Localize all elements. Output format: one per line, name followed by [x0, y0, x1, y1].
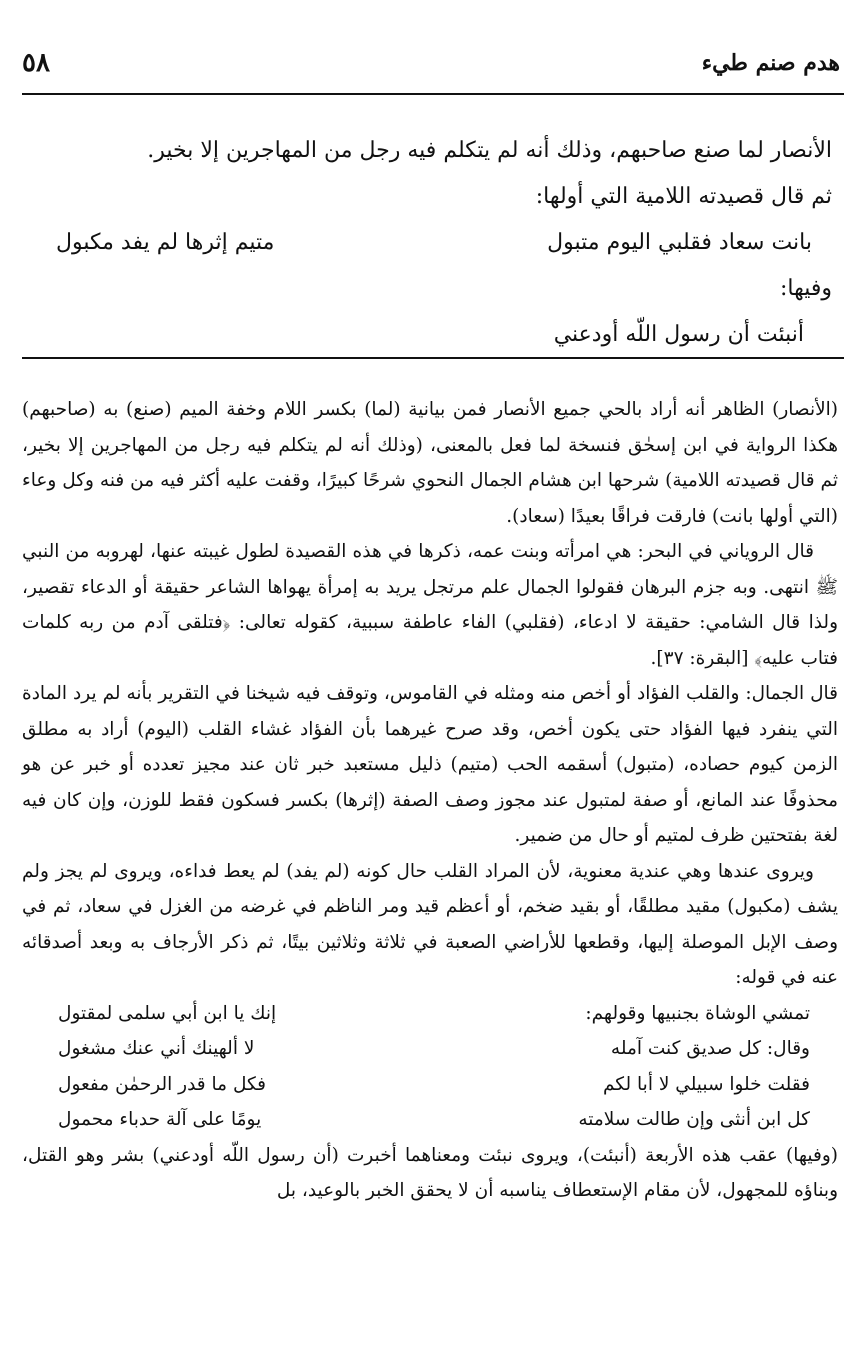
- running-title: هدم صنم طيء: [701, 50, 840, 76]
- header-rule: [22, 93, 844, 95]
- commentary-paragraph: (الأنصار) الظاهر أنه أراد بالحي جميع الأنصار فمن بيانية (لما) بكسر اللام وخفة الميم (صنع) به (صاحبهم) هكذا الرواية في ابن إسحٰق فنسخة لما فعل بالمعنى، (وذلك أنه لم يتكلم فيه رجل من المهاجرين إلا بخير، ثم قال قصيدته اللامية) شرحها ابن هشام الجمال النحوي شرحًا كبيرًا، وقفت عليه أكثر فيه من فنه وكل وعاء (التي أولها بانت) فارقت فراقًا بعيدًا (سعاد).: [22, 399, 838, 527]
- poem-block: [58, 996, 810, 1138]
- poem-hemistich-second: يومًا على آلة حدباء محمول: [58, 1109, 262, 1130]
- poem-hemistich-second: فكل ما قدر الرحمٰن مفعول: [58, 1073, 267, 1095]
- poem-line: [58, 1067, 810, 1103]
- verse-hemistich-first: بانت سعاد فقلبي اليوم متبول: [547, 230, 812, 255]
- commentary-paragraph: قال الروياني في البحر: هي امرأته وبنت عمه، ذكرها في هذه القصيدة لطول غيبته عنها، لهروبه من النبي ﷺ انتهى. وبه جزم البرهان فقولوا الجمال علم مرتجل يريد به إمرأة يهواها الشاعر حقيقة أو الدعاء تقصير، ولذا قال الشامي: حقيقة لا ادعاء، (فقلبي) الفاء عاطفة سببية، كقوله تعالى: ﴿فتلقى آدم من ربه كلمات فتاب عليه﴾ [البقرة: ٣٧].: [22, 541, 838, 669]
- poem-hemistich-second: لا ألهينك أني عنك مشغول: [58, 1038, 255, 1059]
- poem-hemistich-first: تمشي الوشاة بجنبيها وقولهم:: [585, 1002, 810, 1024]
- verse-hemistich-second: متيم إثرها لم يفد مكبول: [56, 230, 275, 255]
- commentary-paragraph: قال الجمال: والقلب الفؤاد أو أخص منه ومثله في القاموس، وتوقف فيه شيخنا في التقرير بأنه لم يرد المادة التي ينفرد فيها الفؤاد حتى يكون أخص، وقد صرح غيرهما بأن الفؤاد غشاء القلب (اليوم) أراد به مطلق الزمن كيوم حصاده، (متبول) أسقمه الحب (متيم) ذليل مستعبد خبر ثان عند مجيز تعدده أو خبر عن هو محذوفًا عند المانع، أو صفة لمتبول عند مجوز وصف الصفة (إثرها) بكسر فسكون فقط للوزن، وإن كان فيه لغة بفتحتين ظرف لمتيم أو حال من ضمير.: [22, 683, 838, 846]
- verse-hemistich-first: أنبئت أن رسول اللّه أودعني: [553, 322, 804, 347]
- poem-hemistich-first: وقال: كل صديق كنت آمله: [610, 1038, 810, 1059]
- main-paragraph: الأنصار لما صنع صاحبهم، وذلك أنه لم يتكلم فيه رجل من المهاجرين إلا بخير.: [147, 138, 832, 163]
- page-number: ٥٨: [22, 48, 50, 78]
- commentary-divider: [22, 357, 844, 359]
- poem-line: [58, 996, 810, 1032]
- poem-hemistich-second: إنك يا ابن أبي سلمى لمقتول: [58, 1002, 277, 1024]
- commentary-paragraph: (وفيها) عقب هذه الأربعة (أنبئت)، ويروى نبئت ومعناهما أخبرت (أن رسول اللّه أودعني) بشر وهو القتل، وبناؤه للمجهول، لأن مقام الإستعطاف يناسبه أن لا يحقق الخبر بالوعيد، بل: [22, 1144, 838, 1201]
- poem-line: [58, 1102, 810, 1138]
- main-paragraph: ثم قال قصيدته اللامية التي أولها:: [535, 184, 832, 209]
- page-header: [22, 48, 840, 88]
- main-text: [26, 128, 832, 358]
- commentary-paragraph: ويروى عندها وهي عندية معنوية، لأن المراد القلب حال كونه (لم يفد) لم يعط فداءه، ويروى لم يجز ولم يشف (مكبول) مقيد مطلقًا، أو بقيد ضخم، أو أعظم قيد ومر الناظم في غرضه من الغزل في سعاد، ثم في وصف الإبل الموصلة إليها، وقطعها للأراضي الصعبة في ثلاثة وثلاثين بيتًا، ثم ذكر الأرجاف به وبعد أصدقائه عنه في قوله:: [22, 860, 838, 988]
- poem-hemistich-first: فقلت خلوا سبيلي لا أبا لكم: [602, 1073, 810, 1095]
- poem-hemistich-first: كل ابن أنثى وإن طالت سلامته: [578, 1109, 810, 1130]
- verse-line: [26, 312, 804, 358]
- poem-line: [58, 1031, 810, 1067]
- verse-line: [56, 220, 812, 266]
- commentary: [22, 392, 838, 1209]
- verse-label: وفيها:: [779, 276, 832, 301]
